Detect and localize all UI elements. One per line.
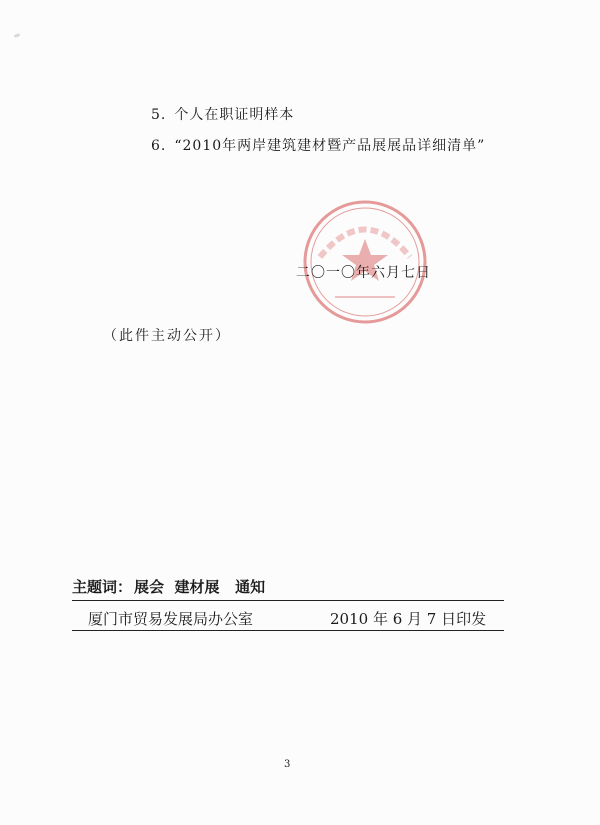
document-date: 二〇一〇年六月七日 bbox=[296, 265, 431, 281]
attachment-text: “2010年两岸建筑建材暨产品展展品详细清单” bbox=[174, 138, 486, 154]
footer-rule-top bbox=[72, 600, 504, 601]
keywords-label: 主题词： bbox=[72, 578, 133, 596]
attachment-item-5 bbox=[151, 104, 294, 124]
attachment-number: 5. bbox=[151, 107, 167, 123]
scan-speck bbox=[14, 33, 21, 38]
disclosure-note: （此件主动公开） bbox=[103, 328, 231, 344]
keywords-value: 展会 建材展 通知 bbox=[134, 578, 266, 596]
page-number: 3 bbox=[284, 759, 291, 770]
issue-date: 2010 年 6 月 7 日印发 bbox=[330, 610, 487, 628]
footer-rule-bottom bbox=[72, 630, 504, 631]
attachment-item-6 bbox=[151, 135, 485, 155]
attachment-number: 6. bbox=[151, 138, 167, 154]
attachment-text: 个人在职证明样本 bbox=[174, 107, 295, 123]
keywords-line bbox=[72, 576, 265, 597]
issuing-office: 厦门市贸易发展局办公室 bbox=[88, 610, 254, 628]
